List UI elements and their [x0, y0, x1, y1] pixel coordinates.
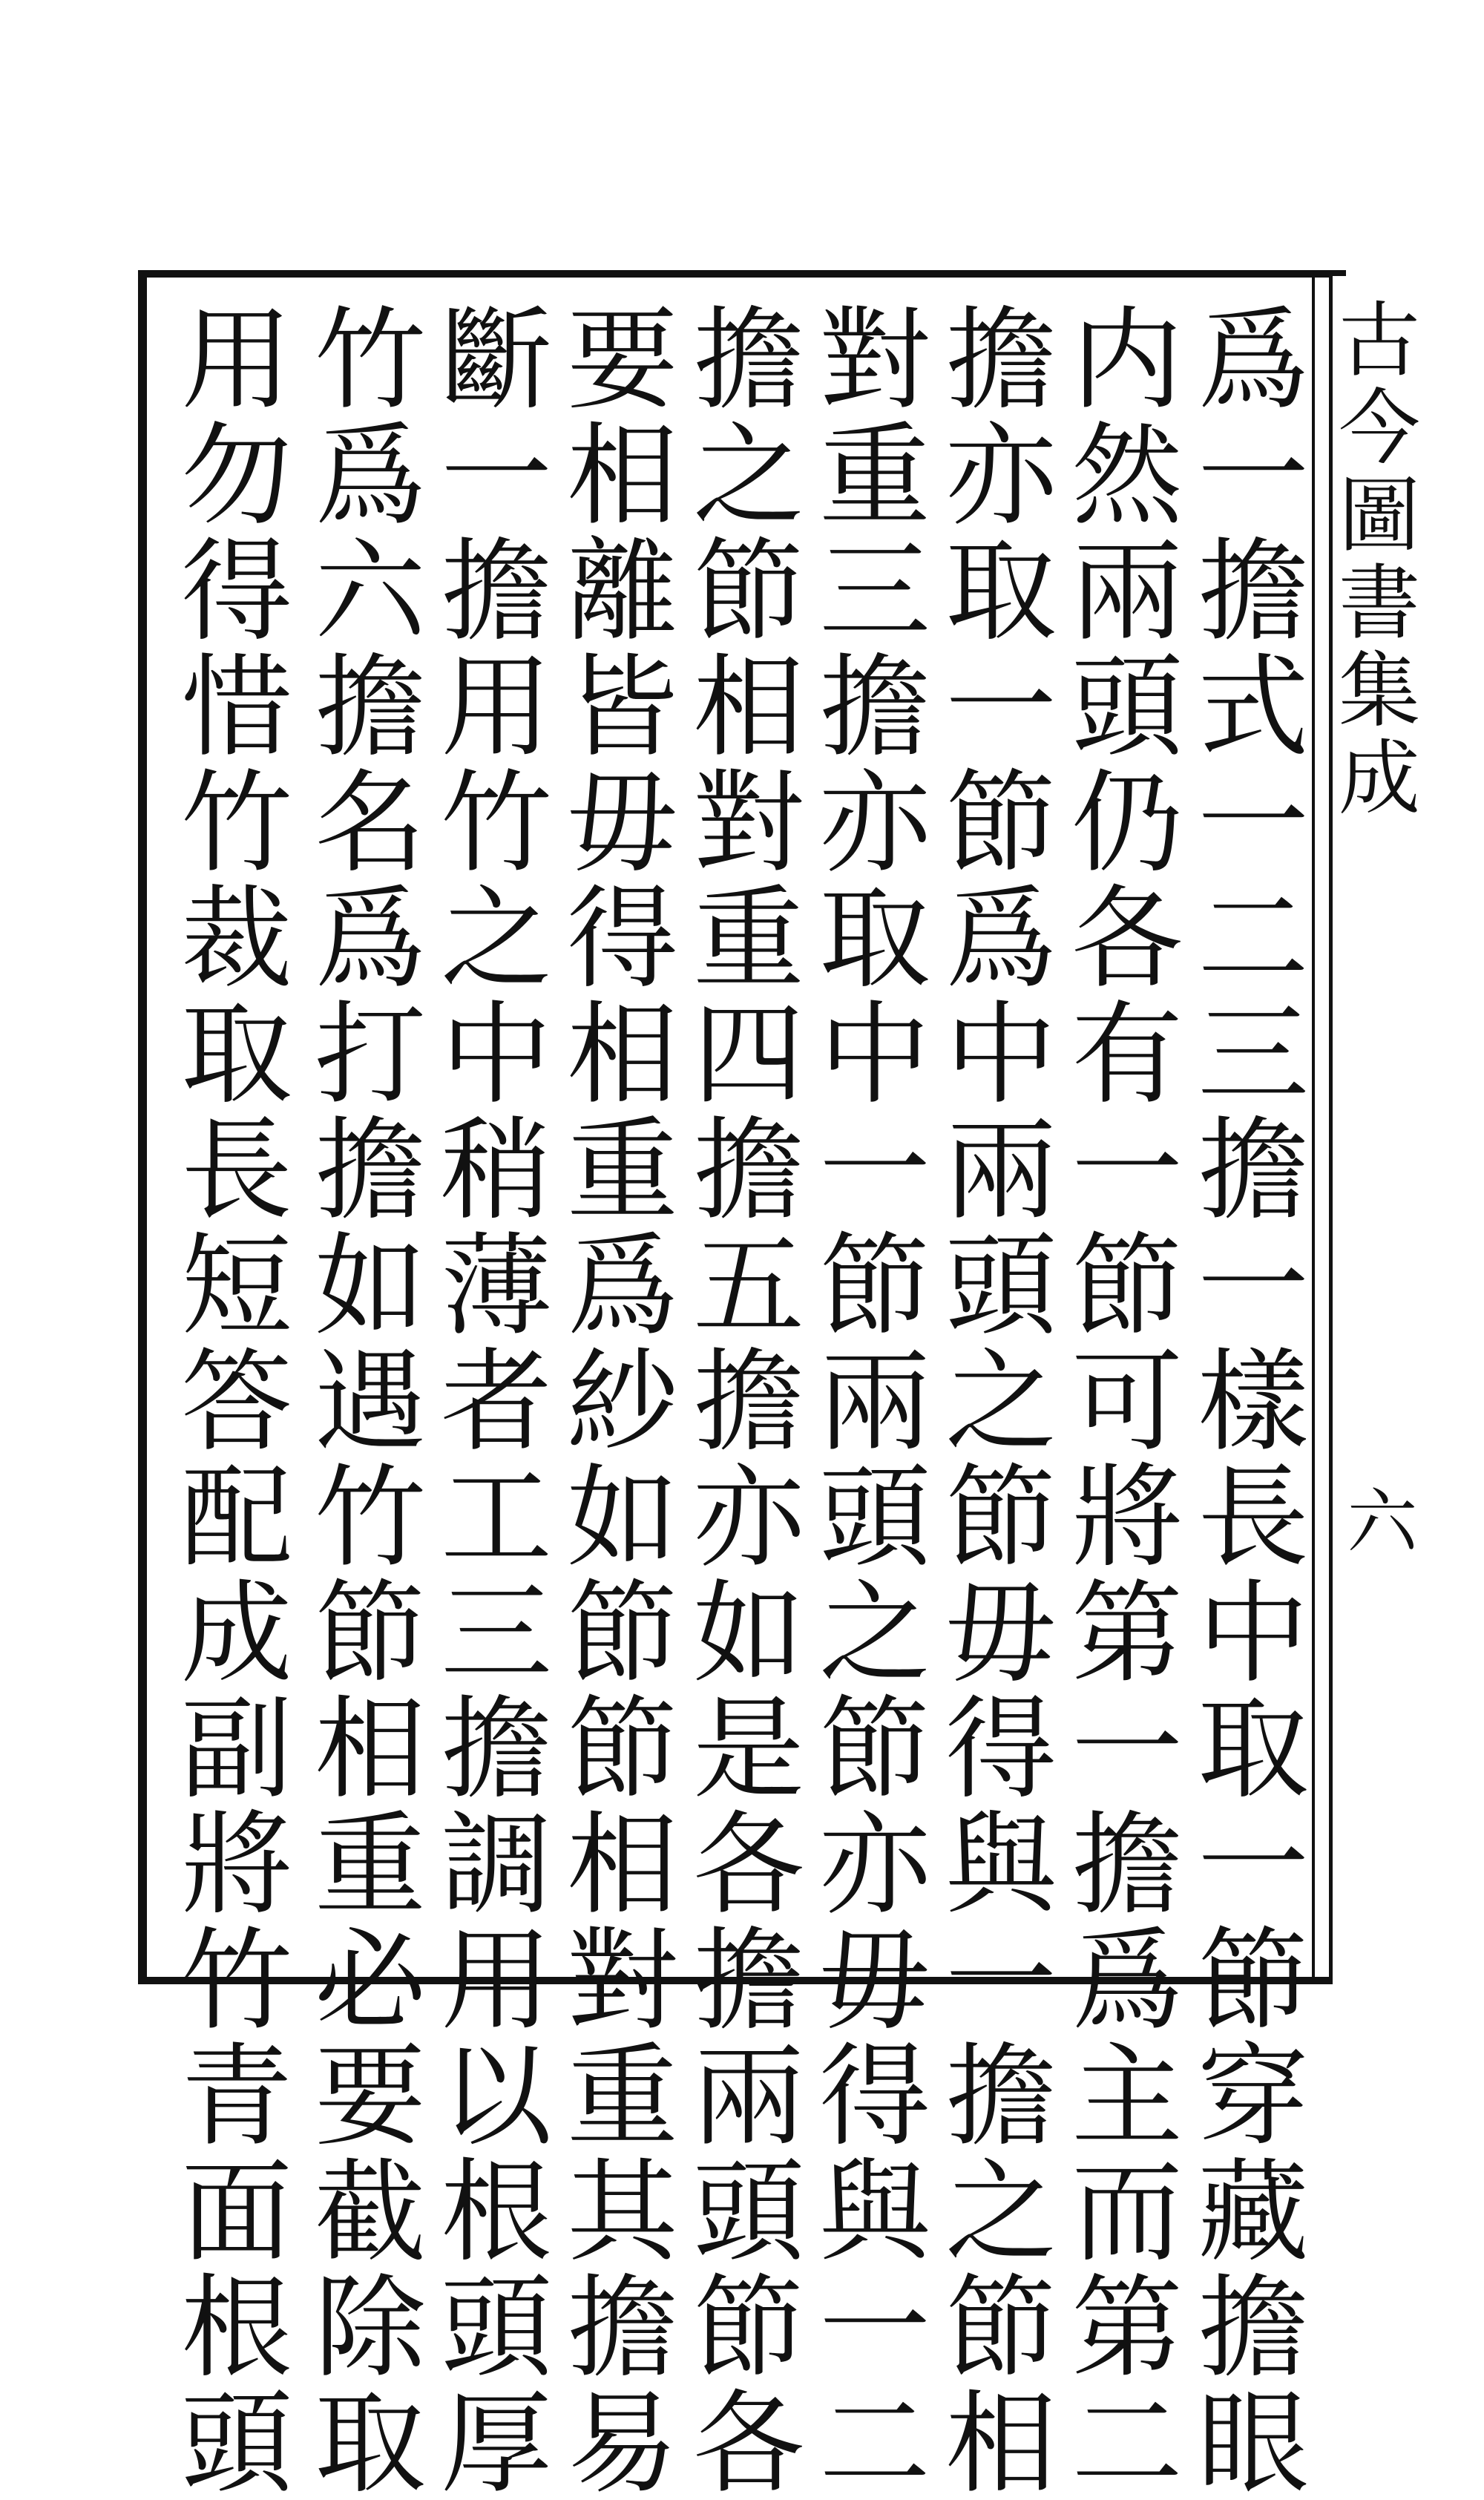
folio-number: 六	[1336, 1484, 1417, 1555]
running-title: 古今圖書集成	[1325, 297, 1420, 822]
text-column-4: 對重三擔亦取中一節兩頭之節亦毋得與一二	[800, 301, 929, 2500]
text-column-9: 用勿得惜竹裁取長短答配成副將竹青面根頭	[162, 301, 291, 2500]
text-column-6: 要相離皆毋得相重爲紗如節節相對重其擔易	[548, 301, 677, 2500]
text-column-5: 擔之節相對重四擔五擔亦如是各擔兩頭節各	[674, 301, 803, 2500]
text-column-3: 擔亦取一節爲中兩頭之節毋得與一擔之節相	[926, 301, 1055, 2500]
text-column-8: 竹爲六擔名爲打擔如遇竹節相重必要截除取	[295, 301, 424, 2500]
margin-rule	[1312, 278, 1315, 1977]
frame-top-extension	[1328, 270, 1346, 276]
text-column-1: 爲一擔式一二三擔一樣長中取一節穿藏擔眼	[1178, 301, 1307, 2500]
text-column-7: 斷一擔用竹之中稍薄者工三擔調用以根頭厚	[421, 301, 551, 2500]
text-column-2: 内然兩頭仍各有一節可將第一擔爲主而第二	[1052, 301, 1181, 2500]
